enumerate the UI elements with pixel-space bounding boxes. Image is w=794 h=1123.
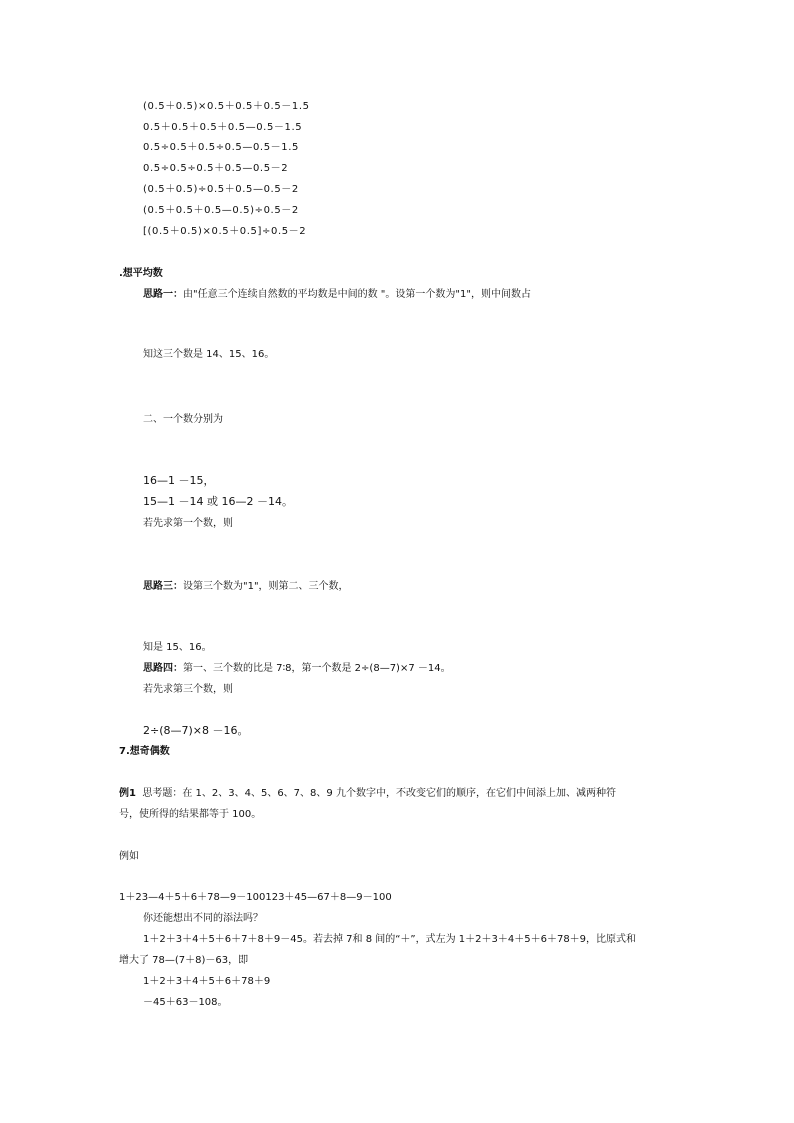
equation-line-7: [(0.5＋0.5)×0.5＋0.5]÷0.5－2 bbox=[143, 226, 307, 237]
equation-line-3: 0.5÷0.5＋0.5÷0.5—0.5－1.5 bbox=[143, 142, 299, 153]
third-number-line: 若先求第三个数，则 bbox=[143, 684, 233, 695]
calc-line-third: 2÷(8—7)×8 －16。 bbox=[143, 724, 249, 737]
equation-line-6: (0.5＋0.5＋0.5—0.5)÷0.5－2 bbox=[143, 205, 299, 216]
example-1-text-line-1: 思考题：在 1、2、3、4、5、6、7、8、9 九个数字中，不改变它们的顺序，在它们中间添上加、减两种符 bbox=[142, 788, 616, 799]
first-number-line: 若先求第一个数，则 bbox=[143, 518, 233, 529]
explanation-line-2: 增大了 78—(7＋8)－63，即 bbox=[119, 955, 249, 966]
calc-line-15: 15—1 －14 或 16—2 －14。 bbox=[143, 495, 293, 508]
example-1-text-line-2: 号，使所得的结果都等于 100。 bbox=[119, 809, 262, 820]
example-1-paragraph bbox=[119, 787, 616, 801]
idea-3-label: 思路三： bbox=[143, 581, 183, 592]
idea-1-paragraph bbox=[143, 288, 531, 302]
explanation-line-1: 1＋2＋3＋4＋5＋6＋7＋8＋9－45。若去掉 7和 8 间的“＋”，式左为 1＋2＋3＋4＋5＋6＋78＋9，比原式和 bbox=[143, 934, 637, 945]
example-1-label: 例1 bbox=[119, 788, 136, 799]
equation-line-5: (0.5＋0.5)÷0.5＋0.5—0.5－2 bbox=[143, 184, 299, 195]
example-label: 例如 bbox=[119, 851, 139, 862]
calc-line-16: 16—1 －15， bbox=[143, 474, 215, 487]
section-heading-odd-even: 7.想奇偶数 bbox=[119, 746, 170, 757]
know-line-2: 知是 15、16。 bbox=[143, 642, 212, 653]
example-equation-line: 1＋23—4＋5＋6＋78—9－100123＋45—67＋8—9－100 bbox=[119, 892, 392, 903]
idea-4-label: 思路四： bbox=[143, 663, 183, 674]
idea-3-text: 设第三个数为"1"，则第二、三个数， bbox=[183, 581, 349, 592]
idea-1-label: 思路一： bbox=[143, 289, 183, 300]
idea-4-text: 第一、三个数的比是 7∶8，第一个数是 2÷(8—7)×7 －14。 bbox=[183, 663, 451, 674]
know-line-1: 知这三个数是 14、15、16。 bbox=[143, 349, 275, 360]
idea-4-paragraph bbox=[143, 662, 451, 676]
idea-3-paragraph bbox=[143, 580, 349, 594]
question-line: 你还能想出不同的添法吗？ bbox=[143, 913, 263, 924]
equation-line-2: 0.5＋0.5＋0.5＋0.5—0.5－1.5 bbox=[143, 122, 303, 133]
section-heading-average: .想平均数 bbox=[119, 268, 163, 279]
equation-line-4: 0.5÷0.5÷0.5＋0.5—0.5－2 bbox=[143, 163, 289, 174]
explanation-line-3: 1＋2＋3＋4＋5＋6＋78＋9 bbox=[143, 976, 271, 987]
idea-1-text: 由"任意三个连续自然数的平均数是中间的数 "。设第一个数为"1"，则中间数占 bbox=[183, 289, 531, 300]
explanation-line-4: －45＋63－108。 bbox=[143, 997, 228, 1008]
equation-line-1: (0.5＋0.5)×0.5＋0.5＋0.5－1.5 bbox=[143, 101, 310, 112]
idea-2-line: 二、一个数分别为 bbox=[143, 414, 223, 425]
